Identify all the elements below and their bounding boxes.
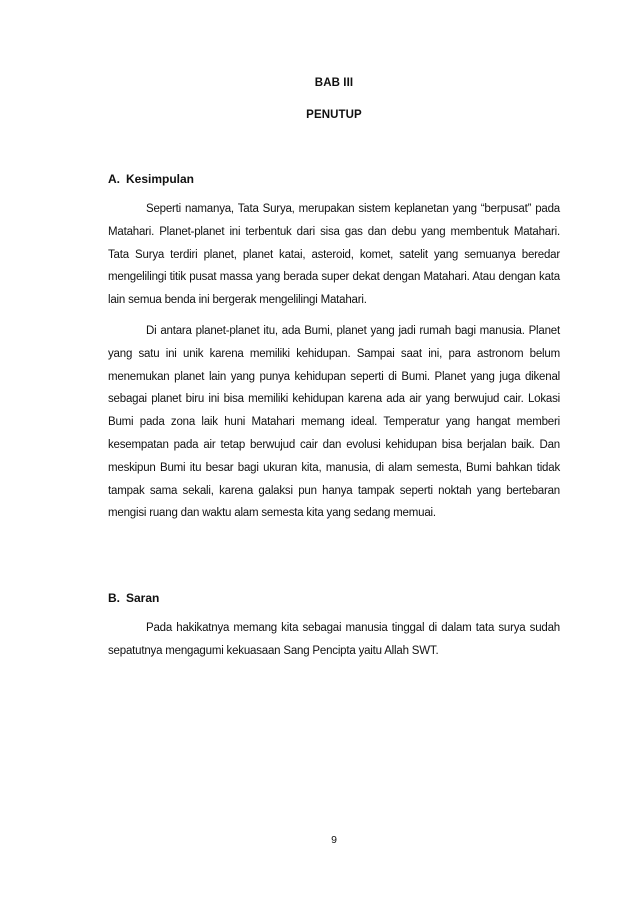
section-title: Saran [126, 591, 160, 605]
chapter-label: BAB III [314, 77, 354, 89]
section-heading-saran [108, 591, 159, 605]
section-title: Kesimpulan [126, 172, 195, 186]
page-number: 9 [331, 834, 337, 846]
chapter-title: PENUTUP [306, 109, 362, 121]
paragraph-kesimpulan-2: Di antara planet-planet itu, ada Bumi, planet yang jadi rumah bagi manusia. Planet yang satu ini unik karena memiliki kehidupan. Sampai saat ini, para astronom belum menemukan planet lain yang punya kehidupan seperti di Bumi. Planet yang juga dikenal sebagai planet biru ini bisa memiliki kehidupan karena ada air yang berwujud cair. Lokasi Bumi pada zona laik huni Matahari memang ideal. Temperatur yang hangat memberi kesempatan pada air tetap berwujud cair dan evolusi kehidupan bisa berjalan baik. Dan meskipun Bumi itu besar bagi ukuran kita, manusia, di alam semesta, Bumi bahkan tidak tampak sama sekali, karena galaksi pun hanya tampak seperti noktah yang bertebaran mengisi ruang dan waktu alam semesta kita yang sedang memuai. [108, 325, 560, 520]
section-letter: A. [108, 172, 120, 186]
paragraph-saran-1: Pada hakikatnya memang kita sebagai manusia tinggal di dalam tata surya sudah sepatutnya mengagumi kekuasaan Sang Pencipta yaitu Allah SWT. [108, 622, 560, 657]
section-heading-kesimpulan [108, 172, 194, 186]
section-letter: B. [108, 591, 120, 605]
paragraph-kesimpulan-1: Seperti namanya, Tata Surya, merupakan sistem keplanetan yang “berpusat” pada Matahari. Planet-planet ini terbentuk dari sisa gas dan debu yang membentuk Matahari. Tata Surya terdiri planet, planet katai, asteroid, komet, satelit yang semuanya beredar mengelilingi titik pusat massa yang berada super dekat dengan Matahari. Atau dengan kata lain semua benda ini bergerak mengelilingi Matahari. [108, 203, 560, 307]
